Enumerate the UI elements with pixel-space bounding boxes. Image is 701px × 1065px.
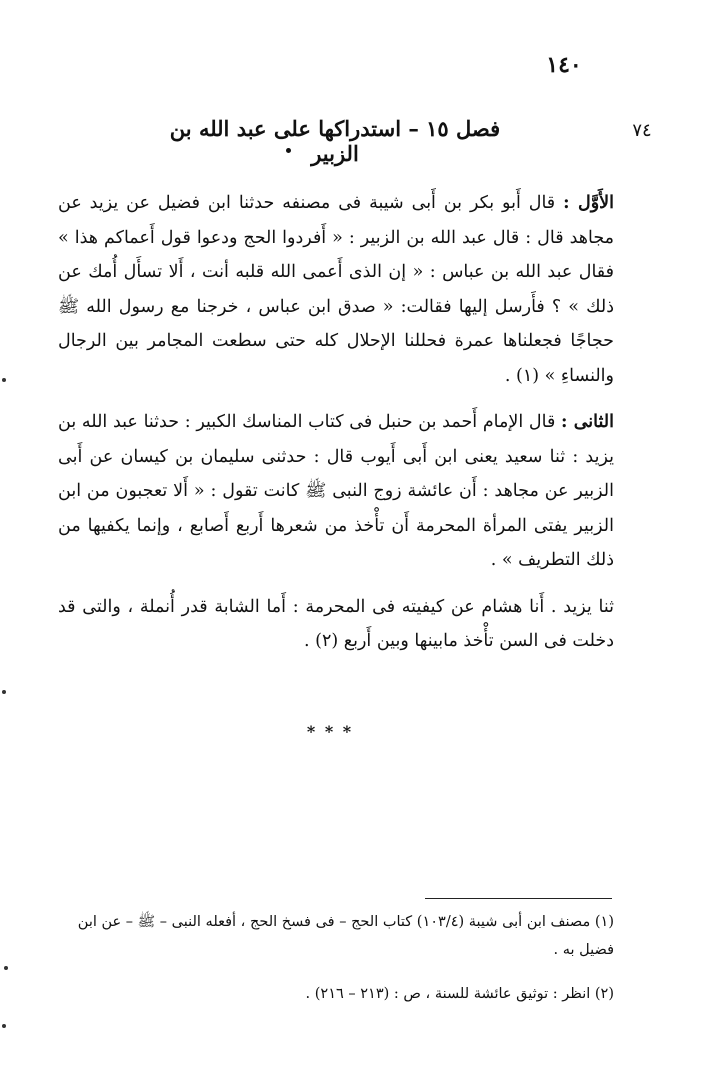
paragraph-text: قال أَبو بكر بن أَبى شيبة فى مصنفه حدثنا ابن فضيل عن يزيد عن مجاهد قال : قال عبد الله بن الزبير : « أَفردوا الحج ودعوا قول أَعماكم هذا » فقال عبد الله بن عباس : « إن الذى أَعمى الله قلبه أنت ، أَلا تسأَل أُمك عن ذلك » ؟ فأَرسل إليها فقالت: « صدق ابن عباس ، خرجنا مع رسول الله ﷺ حجاجًا فجعلناها عمرة فحللنا الإحلال كله حتى سطعت المجامر بين الرجال والنساءِ » (١) . [58,193,614,386]
chapter-title: فصل ١٥ – استدراكها على عبد الله بن الزبير [169,116,501,166]
footnote-rule [425,898,612,899]
footnotes [52,908,614,1008]
section-separator: * * * [306,722,354,741]
paragraph-text: قال الإمام أَحمد بن حنبل فى كتاب المناسك الكبير : حدثنا عبد الله بن يزيد : ثنا سعيد يعنى ابن أَبى أَيوب قال : حدثنى سليمان بن كيسان عن أَبى الزبير عن مجاهد : أَن عائشة زوج النبى ﷺ كانت تقول : « أَلا تعجبون من ابن الزبير يفتى المرأة المحرمة أَن تأْخذ من شعرها أَربع أَصابع ، وإنما يكفيها من ذلك التطريف » . [58,412,614,570]
scan-speck [2,690,6,694]
paragraph-lead: الأَوَّل : [563,193,614,213]
paragraph-first [58,186,614,393]
page-number: ١٤٠ [546,52,582,78]
paragraph-third [58,590,614,659]
title-dot [286,148,291,153]
paragraph-second [58,405,614,578]
paragraph-lead: الثانى : [561,412,614,432]
chapter-number: ٧٤ [632,120,652,141]
scan-speck [2,1024,6,1028]
paragraph-text: ثنا يزيد . أَنا هشام عن كيفيته فى المحرمة : أَما الشابة قدر أُنملة ، والتى قد دخلت فى السن تأْخذ مابينها وبين أَربع (٢) . [58,596,614,651]
scan-speck [2,378,6,382]
scan-speck [4,966,8,970]
footnote-2: (٢) انظر : توثيق عائشة للسنة ، ص : (٢١٣ – ٢١٦) . [305,986,614,1002]
footnote-1: (١) مصنف ابن أبى شيبة (١٠٣/٤) كتاب الحج – فى فسخ الحج ، أفعله النبى – ﷺ – عن ابن فضيل به . [77,914,614,958]
body-text [58,186,614,659]
